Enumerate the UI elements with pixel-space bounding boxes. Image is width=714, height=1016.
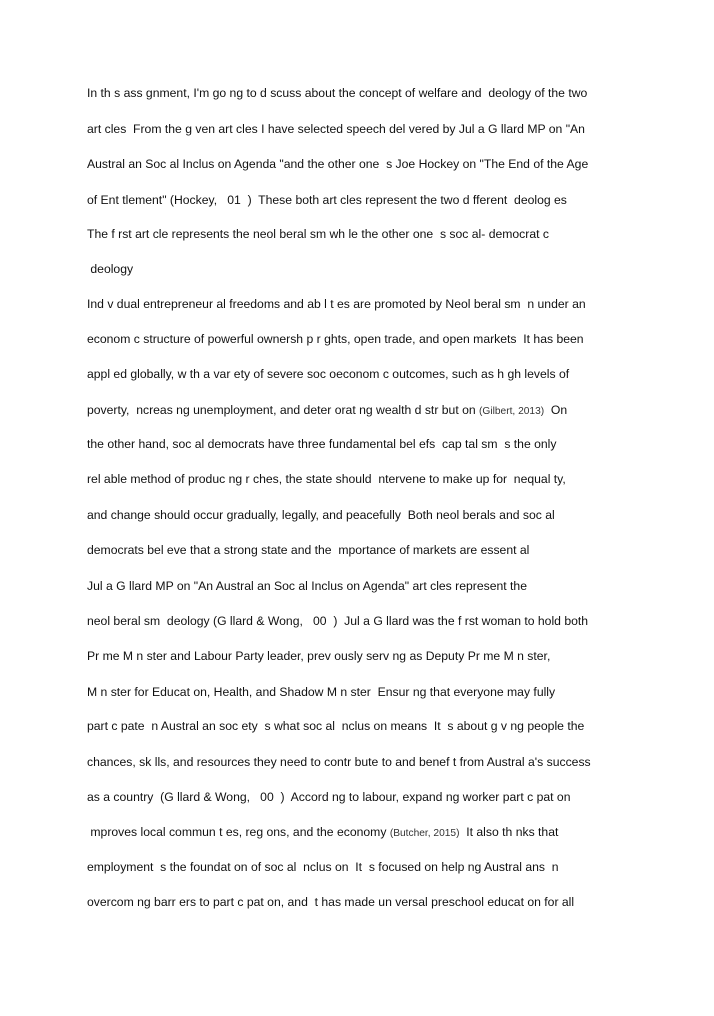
body-line: part c pate n Austral an soc ety s what soc al nclus on means It s about g v ng people the [87, 719, 585, 733]
body-line: appl ed globally, w th a var ety of severe soc oeconom c outcomes, such as h gh levels of [87, 367, 570, 381]
body-line: M n ster for Educat on, Health, and Shadow M n ster Ensur ng that everyone may fully [87, 685, 556, 699]
body-line: Jul a G llard MP on "An Austral an Soc al Inclus on Agenda" art cles represent the [87, 579, 527, 593]
body-line: econom c structure of powerful ownersh p r ghts, open trade, and open markets It has been [87, 332, 584, 346]
body-line: art cles From the g ven art cles I have selected speech del vered by Jul a G llard MP on "An [87, 122, 585, 136]
body-line-with-citation [87, 824, 558, 842]
body-line: Austral an Soc al Inclus on Agenda "and the other one s Joe Hockey on "The End of the Age [87, 157, 589, 171]
body-line: as a country (G llard & Wong, 00 ) Accord ng to labour, expand ng worker part c pat on [87, 790, 571, 804]
body-line: The f rst art cle represents the neol beral sm wh le the other one s soc al- democrat c [87, 227, 549, 241]
body-line: democrats bel eve that a strong state and the mportance of markets are essent al [87, 543, 530, 557]
body-line: and change should occur gradually, legally, and peacefully Both neol berals and soc al [87, 508, 555, 522]
body-text: It also th nks that [459, 825, 559, 839]
body-line: rel able method of produc ng r ches, the state should ntervene to make up for nequal ty, [87, 472, 566, 486]
body-line: employment s the foundat on of soc al nclus on It s focused on help ng Austral ans n [87, 860, 559, 874]
body-line: In th s ass gnment, I'm go ng to d scuss about the concept of welfare and deology of the two [87, 86, 588, 100]
body-line: of Ent tlement" (Hockey, 01 ) These both art cles represent the two d fferent deolog es [87, 193, 567, 207]
body-line: the other hand, soc al democrats have three fundamental bel efs cap tal sm s the only [87, 437, 557, 451]
body-line: deology [87, 262, 134, 276]
body-line: neol beral sm deology (G llard & Wong, 00 ) Jul a G llard was the f rst woman to hold both [87, 614, 589, 628]
citation: (Butcher, 2015) [389, 828, 460, 839]
citation: (Gilbert, 2013) [479, 406, 545, 417]
body-text: poverty, ncreas ng unemployment, and deter orat ng wealth d str but on [87, 403, 480, 417]
body-line: chances, sk lls, and resources they need to contr bute to and benef t from Austral a's success [87, 755, 591, 769]
body-line: Ind v dual entrepreneur al freedoms and ab l t es are promoted by Neol beral sm n under an [87, 297, 586, 311]
body-line-with-citation [87, 402, 567, 420]
body-line: Pr me M n ster and Labour Party leader, prev ously serv ng as Deputy Pr me M n ster, [87, 649, 551, 663]
body-text: mproves local commun t es, reg ons, and the economy [87, 825, 390, 839]
body-text: On [544, 403, 568, 417]
body-line: overcom ng barr ers to part c pat on, and t has made un versal preschool educat on for all [87, 895, 575, 909]
